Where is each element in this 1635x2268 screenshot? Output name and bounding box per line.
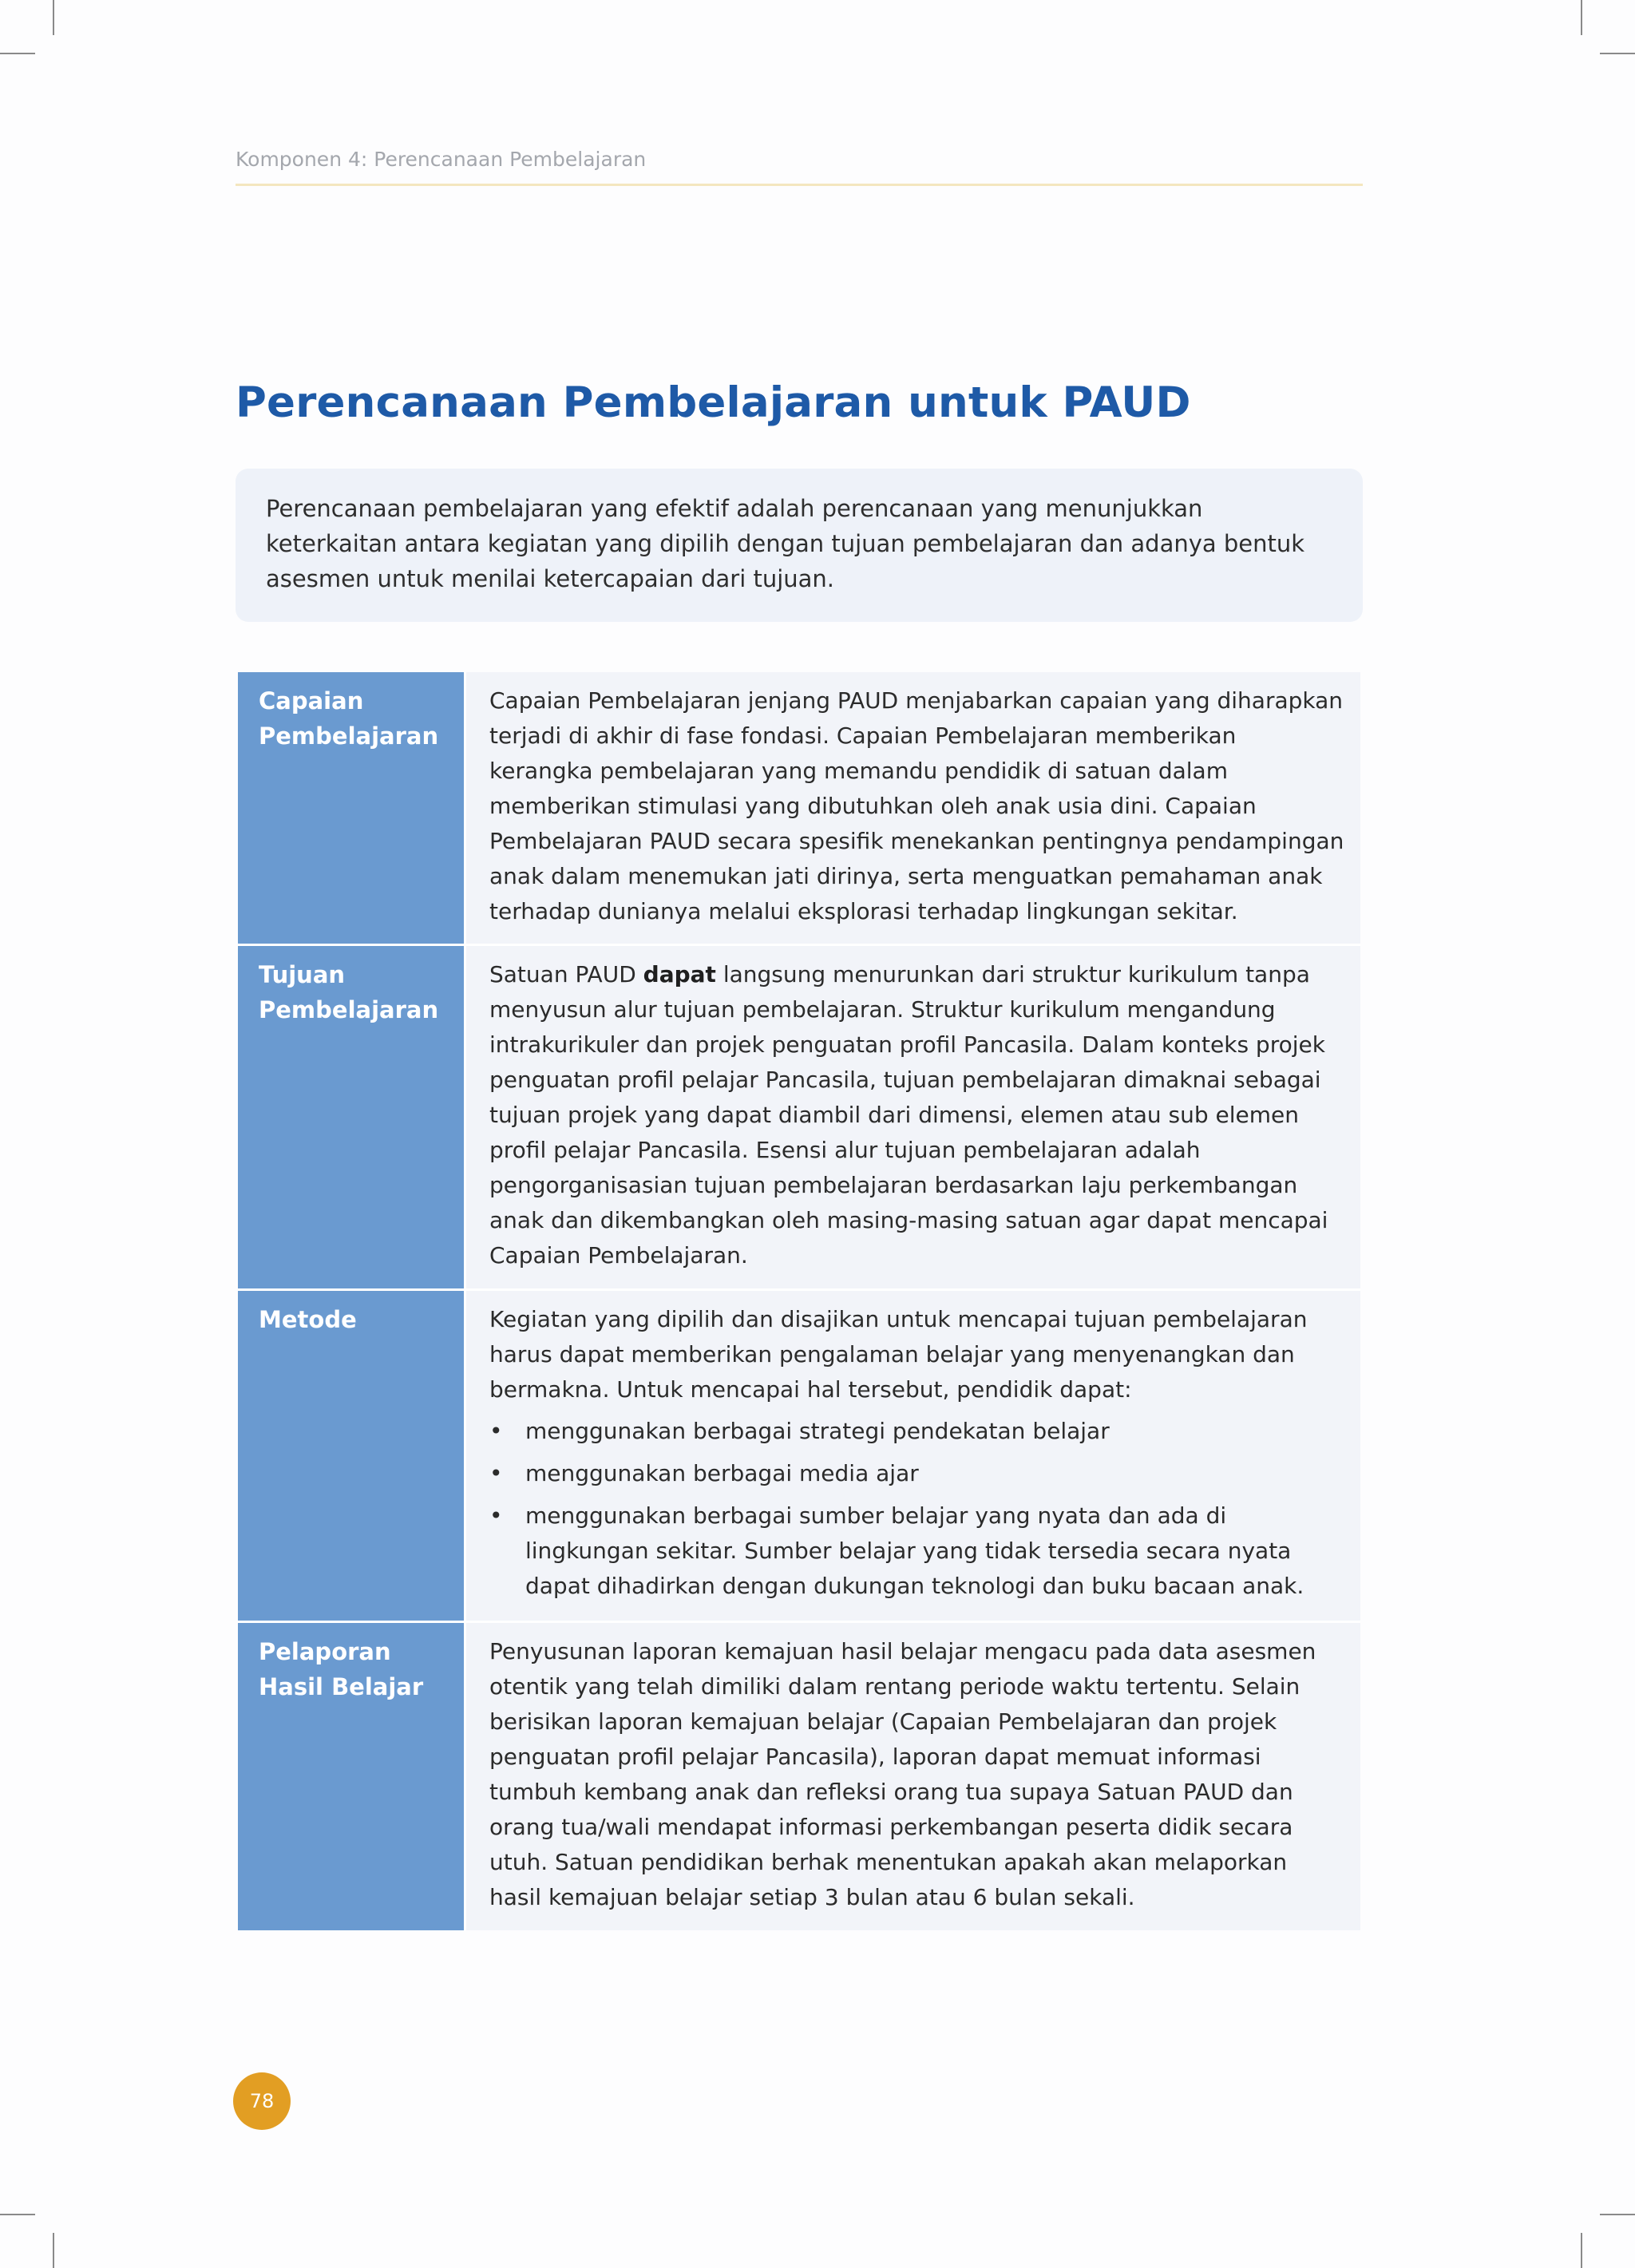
- crop-mark-top-right-h: [1600, 53, 1635, 54]
- list-item: [489, 1498, 1344, 1604]
- intro-text: Perencanaan pembelajaran yang efektif adalah perencanaan yang menunjukkan keterkaitan antara kegiatan yang dipilih dengan tujuan pembelajaran dan adanya bentuk asesmen untuk menilai ketercapaian dari tujuan.: [266, 495, 1305, 592]
- row-label-line: Pelaporan: [259, 1638, 391, 1665]
- row-text: Kegiatan yang dipilih dan disajikan untuk mencapai tujuan pembelajaran harus dapat memberikan pengalaman belajar yang menyenangkan dan bermakna. Untuk mencapai hal tersebut, pendidik dapat:: [489, 1306, 1308, 1403]
- crop-mark-top-right: [1581, 0, 1582, 35]
- list-item: [489, 1456, 1344, 1491]
- row-label-line: Tujuan: [259, 961, 346, 988]
- table-row-pelaporan: [238, 1623, 1360, 1930]
- row-content-pelaporan: [466, 1623, 1360, 1930]
- intro-box: [236, 469, 1363, 622]
- list-item-text: menggunakan berbagai media ajar: [525, 1460, 919, 1486]
- running-header: Komponen 4: Perencanaan Pembelajaran: [236, 148, 647, 171]
- list-item: [489, 1414, 1344, 1449]
- row-label-line: Capaian: [259, 687, 364, 714]
- crop-mark-top-left: [53, 0, 54, 35]
- list-item-text: menggunakan berbagai strategi pendekatan belajar: [525, 1418, 1110, 1444]
- row-label-capaian: [238, 672, 466, 944]
- bullet-icon: •: [489, 1460, 503, 1486]
- crop-mark-bottom-left-h: [0, 2214, 35, 2215]
- row-label-line: Hasil Belajar: [259, 1673, 424, 1700]
- planning-table: [238, 672, 1360, 1930]
- table-row-metode: [238, 1291, 1360, 1623]
- crop-mark-top-left-h: [0, 53, 35, 54]
- row-text: Capaian Pembelajaran jenjang PAUD menjabarkan capaian yang diharapkan terjadi di akhir di fase fondasi. Capaian Pembelajaran memberikan kerangka pembelajaran yang memandu pendidik di satuan dalam memberikan stimulasi yang dibutuhkan oleh anak usia dini. Capaian Pembelajaran PAUD secara spesifik menekankan pentingnya pendampingan anak dalam menemukan jati dirinya, serta menguatkan pemahaman anak terhadap dunianya melalui eksplorasi terhadap lingkungan sekitar.: [489, 687, 1344, 924]
- crop-mark-bottom-right: [1581, 2233, 1582, 2268]
- table-row-tujuan: [238, 946, 1360, 1291]
- list-item-text: menggunakan berbagai sumber belajar yang nyata dan ada di lingkungan sekitar. Sumber belajar yang tidak tersedia secara nyata dapat dihadirkan dengan dukungan teknologi dan buku bacaan anak.: [525, 1502, 1304, 1599]
- page-number: 78: [249, 2090, 275, 2112]
- row-content-metode: [466, 1291, 1360, 1621]
- row-text: Penyusunan laporan kemajuan hasil belajar mengacu pada data asesmen otentik yang telah dimiliki dalam rentang periode waktu tertentu. Selain berisikan laporan kemajuan belajar (Capaian Pembelajaran dan projek penguatan profil pelajar Pancasila), laporan dapat memuat informasi tumbuh kembang anak dan refleksi orang tua supaya Satuan PAUD dan orang tua/wali mendapat informasi perkembangan peserta didik secara utuh. Satuan pendidikan berhak menentukan apakah akan melaporkan hasil kemajuan belajar setiap 3 bulan atau 6 bulan sekali.: [489, 1638, 1316, 1910]
- crop-mark-bottom-right-h: [1600, 2214, 1635, 2215]
- row-content-tujuan: [466, 946, 1360, 1288]
- table-row-capaian: [238, 672, 1360, 946]
- row-text: langsung menurunkan dari struktur kurikulum tanpa menyusun alur tujuan pembelajaran. Struktur kurikulum mengandung intrakurikuler dan projek penguatan profil Pancasila. Dalam konteks projek penguatan profil pelajar Pancasila, tujuan pembelajaran dimaknai sebagai tujuan projek yang dapat diambil dari dimensi, elemen atau sub elemen profil pelajar Pancasila. Esensi alur tujuan pembelajaran adalah pengorganisasian tujuan pembelajaran berdasarkan laju perkembangan anak dan dikembangkan oleh masing-masing satuan agar dapat mencapai Capaian Pembelajaran.: [489, 961, 1328, 1269]
- page-number-badge: [233, 2072, 291, 2130]
- metode-bullet-list: [489, 1414, 1344, 1604]
- row-label-tujuan: [238, 946, 466, 1288]
- row-content-capaian: [466, 672, 1360, 944]
- row-label-line: Pembelajaran: [259, 996, 439, 1023]
- row-text-bold: dapat: [643, 961, 716, 988]
- crop-mark-bottom-left: [53, 2233, 54, 2268]
- bullet-icon: •: [489, 1502, 503, 1529]
- header-rule: [236, 184, 1363, 186]
- row-label-line: Metode: [259, 1306, 357, 1333]
- row-text: Satuan PAUD: [489, 961, 643, 988]
- page-title: Perencanaan Pembelajaran untuk PAUD: [236, 378, 1191, 427]
- row-label-pelaporan: [238, 1623, 466, 1930]
- bullet-icon: •: [489, 1418, 503, 1444]
- row-label-metode: [238, 1291, 466, 1621]
- row-label-line: Pembelajaran: [259, 722, 439, 750]
